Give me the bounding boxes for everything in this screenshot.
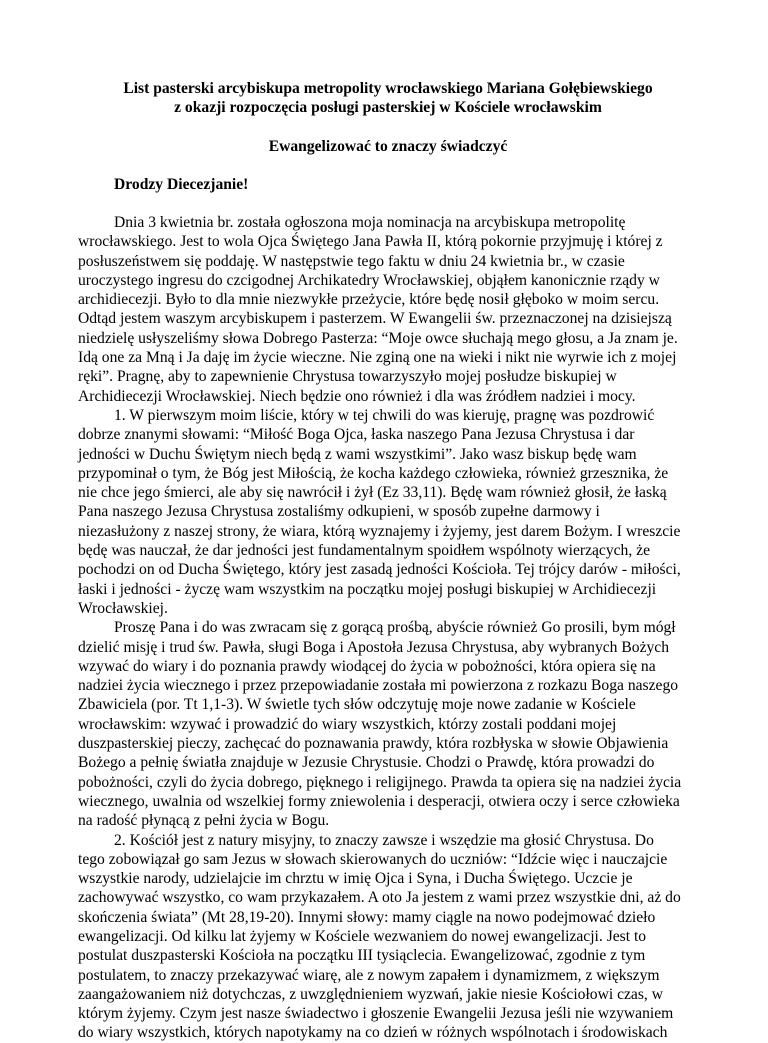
text-line: Archidiecezji Wrocławskiej. Niech będzie ono również i dla was źródłem nadziei i mocy.: [78, 387, 636, 405]
text-line: 1. W pierwszym moim liście, który w tej chwili do was kieruję, pragnę was pozdrowić: [114, 406, 655, 424]
text-line: skończenia świata” (Mt 28,19-20). Innymi słowy: mamy ciągle na nowo podejmować dzieło: [78, 908, 656, 926]
text-line: tego zobowiązał go sam Jezus w słowach skierowanych do uczniów: “Idźcie więc i nauczajcie: [78, 850, 668, 868]
document-title: [78, 79, 698, 117]
text-line: zachowywać wszystko, co wam przykazałem. A oto Ja jestem z wami przez wszystkie dni, aż do: [78, 889, 681, 907]
text-line: Proszę Pana i do was zwracam się z gorącą prośbą, abyście również Go prosili, bym mógł: [114, 619, 676, 637]
text-line: dzielić misję i trud św. Pawła, sługi Boga i Apostoła Jezusa Chrystusa, aby wybranych Bożych: [78, 638, 670, 656]
text-line: Pana naszego Jezusa Chrystusa zostaliśmy odkupieni, w sposób zupełne darmowy i: [78, 503, 600, 521]
letter-body: [78, 213, 698, 1043]
text-line: Idą one za Mną i Ja daję im życie wieczne. Nie zginą one na wieki i nikt nie wyrwie ich z mojej: [78, 349, 677, 367]
text-line: Dnia 3 kwietnia br. została ogłoszona moja nominacja na arcybiskupa metropolitę: [114, 214, 626, 231]
text-line: duszpasterskiej pieczy, zachęcać do poznawania prawdy, która rozbłyska w słowie Objawienia: [78, 735, 669, 753]
text-line: Bożego a pełnię światła znajduje w Jezusie Chrystusie. Chodzi o Prawdę, która prowadzi do: [78, 754, 655, 772]
text-line: będę was nauczał, że dar jedności jest fundamentalnym spoidłem wspólnoty wierzących, że: [78, 542, 650, 560]
text-line: którym żyjemy. Czym jest nasze świadectwo i głoszenie Ewangelii Jezusa jeśli nie wzywaniem: [78, 1005, 674, 1023]
text-line: przypominał o tym, że Bóg jest Miłością, że kocha każdego człowieka, również grzesznika, że: [78, 464, 669, 482]
text-line: niezasłużony z naszej strony, że wiara, którą wyznajemy i żyjemy, jest darem Bożym. I wreszcie: [78, 522, 681, 540]
text-line: archidiecezji. Było to dla mnie niezwykłe przeżycie, które będę nosił głęboko w moim sercu.: [78, 291, 660, 309]
text-line: nadziei życia wiecznego i przez przepowiadanie została mi powierzona z rozkazu Boga naszego: [78, 677, 679, 695]
text-line: wzywać do wiary i do poznania prawdy wiodącej do życia w pobożności, która opiera się na: [78, 657, 656, 675]
text-line: łaski i jedności - życzę wam wszystkim na początku mojej posługi biskupiej w Archidiecezji: [78, 580, 657, 598]
text-line: 2. Kościół jest z natury misyjny, to znaczy zawsze i wszędzie ma głosić Chrystusa. Do: [114, 831, 654, 849]
text-line: posłuszeństwem się poddaję. W następstwie tego faktu w dniu 24 kwietnia br., w czasie: [78, 252, 625, 270]
text-line: Zbawiciela (por. Tt 1,1-3). W świetle tych słów odczytuję moje nowe zadanie w Kościele: [78, 696, 636, 714]
title-line-2: z okazji rozpoczęcia posługi pasterskiej w Kościele wrocławskim: [174, 99, 602, 116]
text-line: ewangelizacji. Od kilku lat żyjemy w Kościele wezwaniem do nowej ewangelizacji. Jest to: [78, 927, 647, 945]
text-line: Odtąd jestem waszym arcybiskupem i pasterzem. W Ewangelii św. przeznaczonej na dzisiejszą: [78, 310, 672, 328]
text-line: wrocławskim: wzywać i prowadzić do wiary wszystkich, którzy zostali poddani mojej: [78, 715, 617, 733]
text-line: nie chce jego śmierci, ale aby się nawrócił i żył (Ez 33,11). Będę wam również głosił, że łaską: [78, 484, 667, 502]
text-line: uroczystego ingresu do czcigodnej Archikatedry Wrocławskiej, objąłem kanonicznie rządy w: [78, 271, 660, 289]
text-line: postulat duszpasterski Kościoła na początku III tysiąclecia. Ewangelizować, zgodnie z tym: [78, 947, 646, 965]
title-line-1: List pasterski arcybiskupa metropolity wrocławskiego Mariana Gołębiewskiego: [123, 80, 653, 97]
text-line: wrocławskiego. Jest to wola Ojca Świętego Jana Pawła II, którą pokornie przyjmuję i której z: [78, 233, 663, 251]
text-line: ręki”. Pragnę, aby to zapewnienie Chrystusa towarzyszyło mojej posłudze biskupiej w: [78, 368, 617, 386]
text-line: wiecznego, uwalnia od wszelkiej formy zniewolenia i desperacji, otwiera oczy i serce człowieka: [78, 792, 680, 810]
text-line: niedzielę usłyszeliśmy słowa Dobrego Pasterza: “Moje owce słuchają mego głosu, a Ja znam je.: [78, 329, 678, 347]
text-line: pochodzi on od Ducha Świętego, który jest zasadą jedności Kościoła. Tej trójcy darów - miłości,: [78, 561, 681, 579]
text-line: pobożności, czyli do życia dobrego, pięknego i religijnego. Prawda ta opiera się na nadziei życia: [78, 773, 682, 791]
text-line: na radość płynącą z pełni życia w Bogu.: [78, 812, 330, 830]
document-subtitle: Ewangelizować to znaczy świadczyć: [268, 138, 508, 155]
text-line: do wiary wszystkich, których napotykamy na co dzień w różnych wspólnotach i środowiskach: [78, 1024, 668, 1042]
text-line: dobrze znanymi słowami: “Miłość Boga Ojca, łaska naszego Pana Jezusa Chrystusa i dar: [78, 426, 635, 444]
greeting: Drodzy Diecezjanie!: [114, 176, 249, 193]
text-line: jedności w Duchu Świętym niech będą z wami wszystkimi”. Jako wasz biskup będę wam: [78, 445, 637, 463]
text-line: zaangażowaniem niż dotychczas, z uwzględnieniem wyzwań, jakie niesie Kościołowi czas, w: [78, 985, 663, 1003]
text-line: postulatem, to znaczy przekazywać wiarę, ale z nowym zapałem i dynamizmem, z większym: [78, 966, 660, 984]
text-line: Wrocławskiej.: [78, 599, 168, 617]
text-line: wszystkie narody, udzielajcie im chrztu w imię Ojca i Syna, i Ducha Świętego. Uczcie je: [78, 870, 633, 888]
